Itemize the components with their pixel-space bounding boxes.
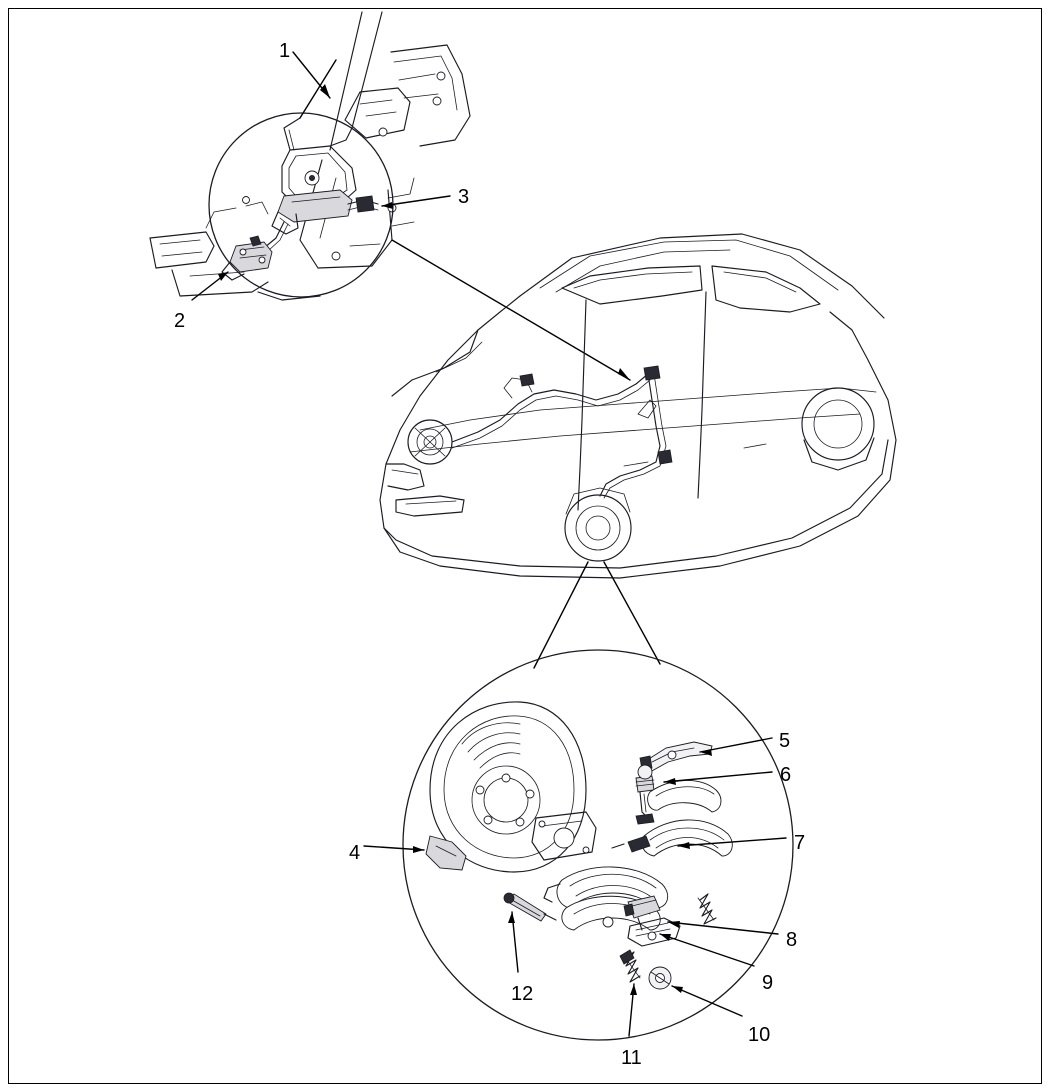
callout-7: 7 [794,832,806,854]
upper-detail-link [392,240,630,380]
callout-2: 2 [174,310,186,332]
callout-10: 10 [748,1024,771,1046]
callout-5: 5 [779,730,791,752]
callout-4: 4 [349,842,361,864]
hold-down-washer [649,967,671,989]
callout-8: 8 [786,929,798,951]
callout-9: 9 [762,972,774,994]
front-parking-brake-cable [348,196,378,212]
parking-brake-pedal-lever [252,118,356,255]
callout-11: 11 [621,1047,642,1069]
detail-circle-lower [403,650,793,1040]
callout-12: 12 [511,983,534,1005]
callout-6: 6 [780,764,792,786]
callout-1: 1 [279,40,291,62]
upper-body-structure [150,12,470,300]
brake-shoe-upper [612,780,732,856]
vehicle-illustration [380,234,896,578]
callout-3: 3 [458,186,470,208]
backing-plate [426,702,596,872]
